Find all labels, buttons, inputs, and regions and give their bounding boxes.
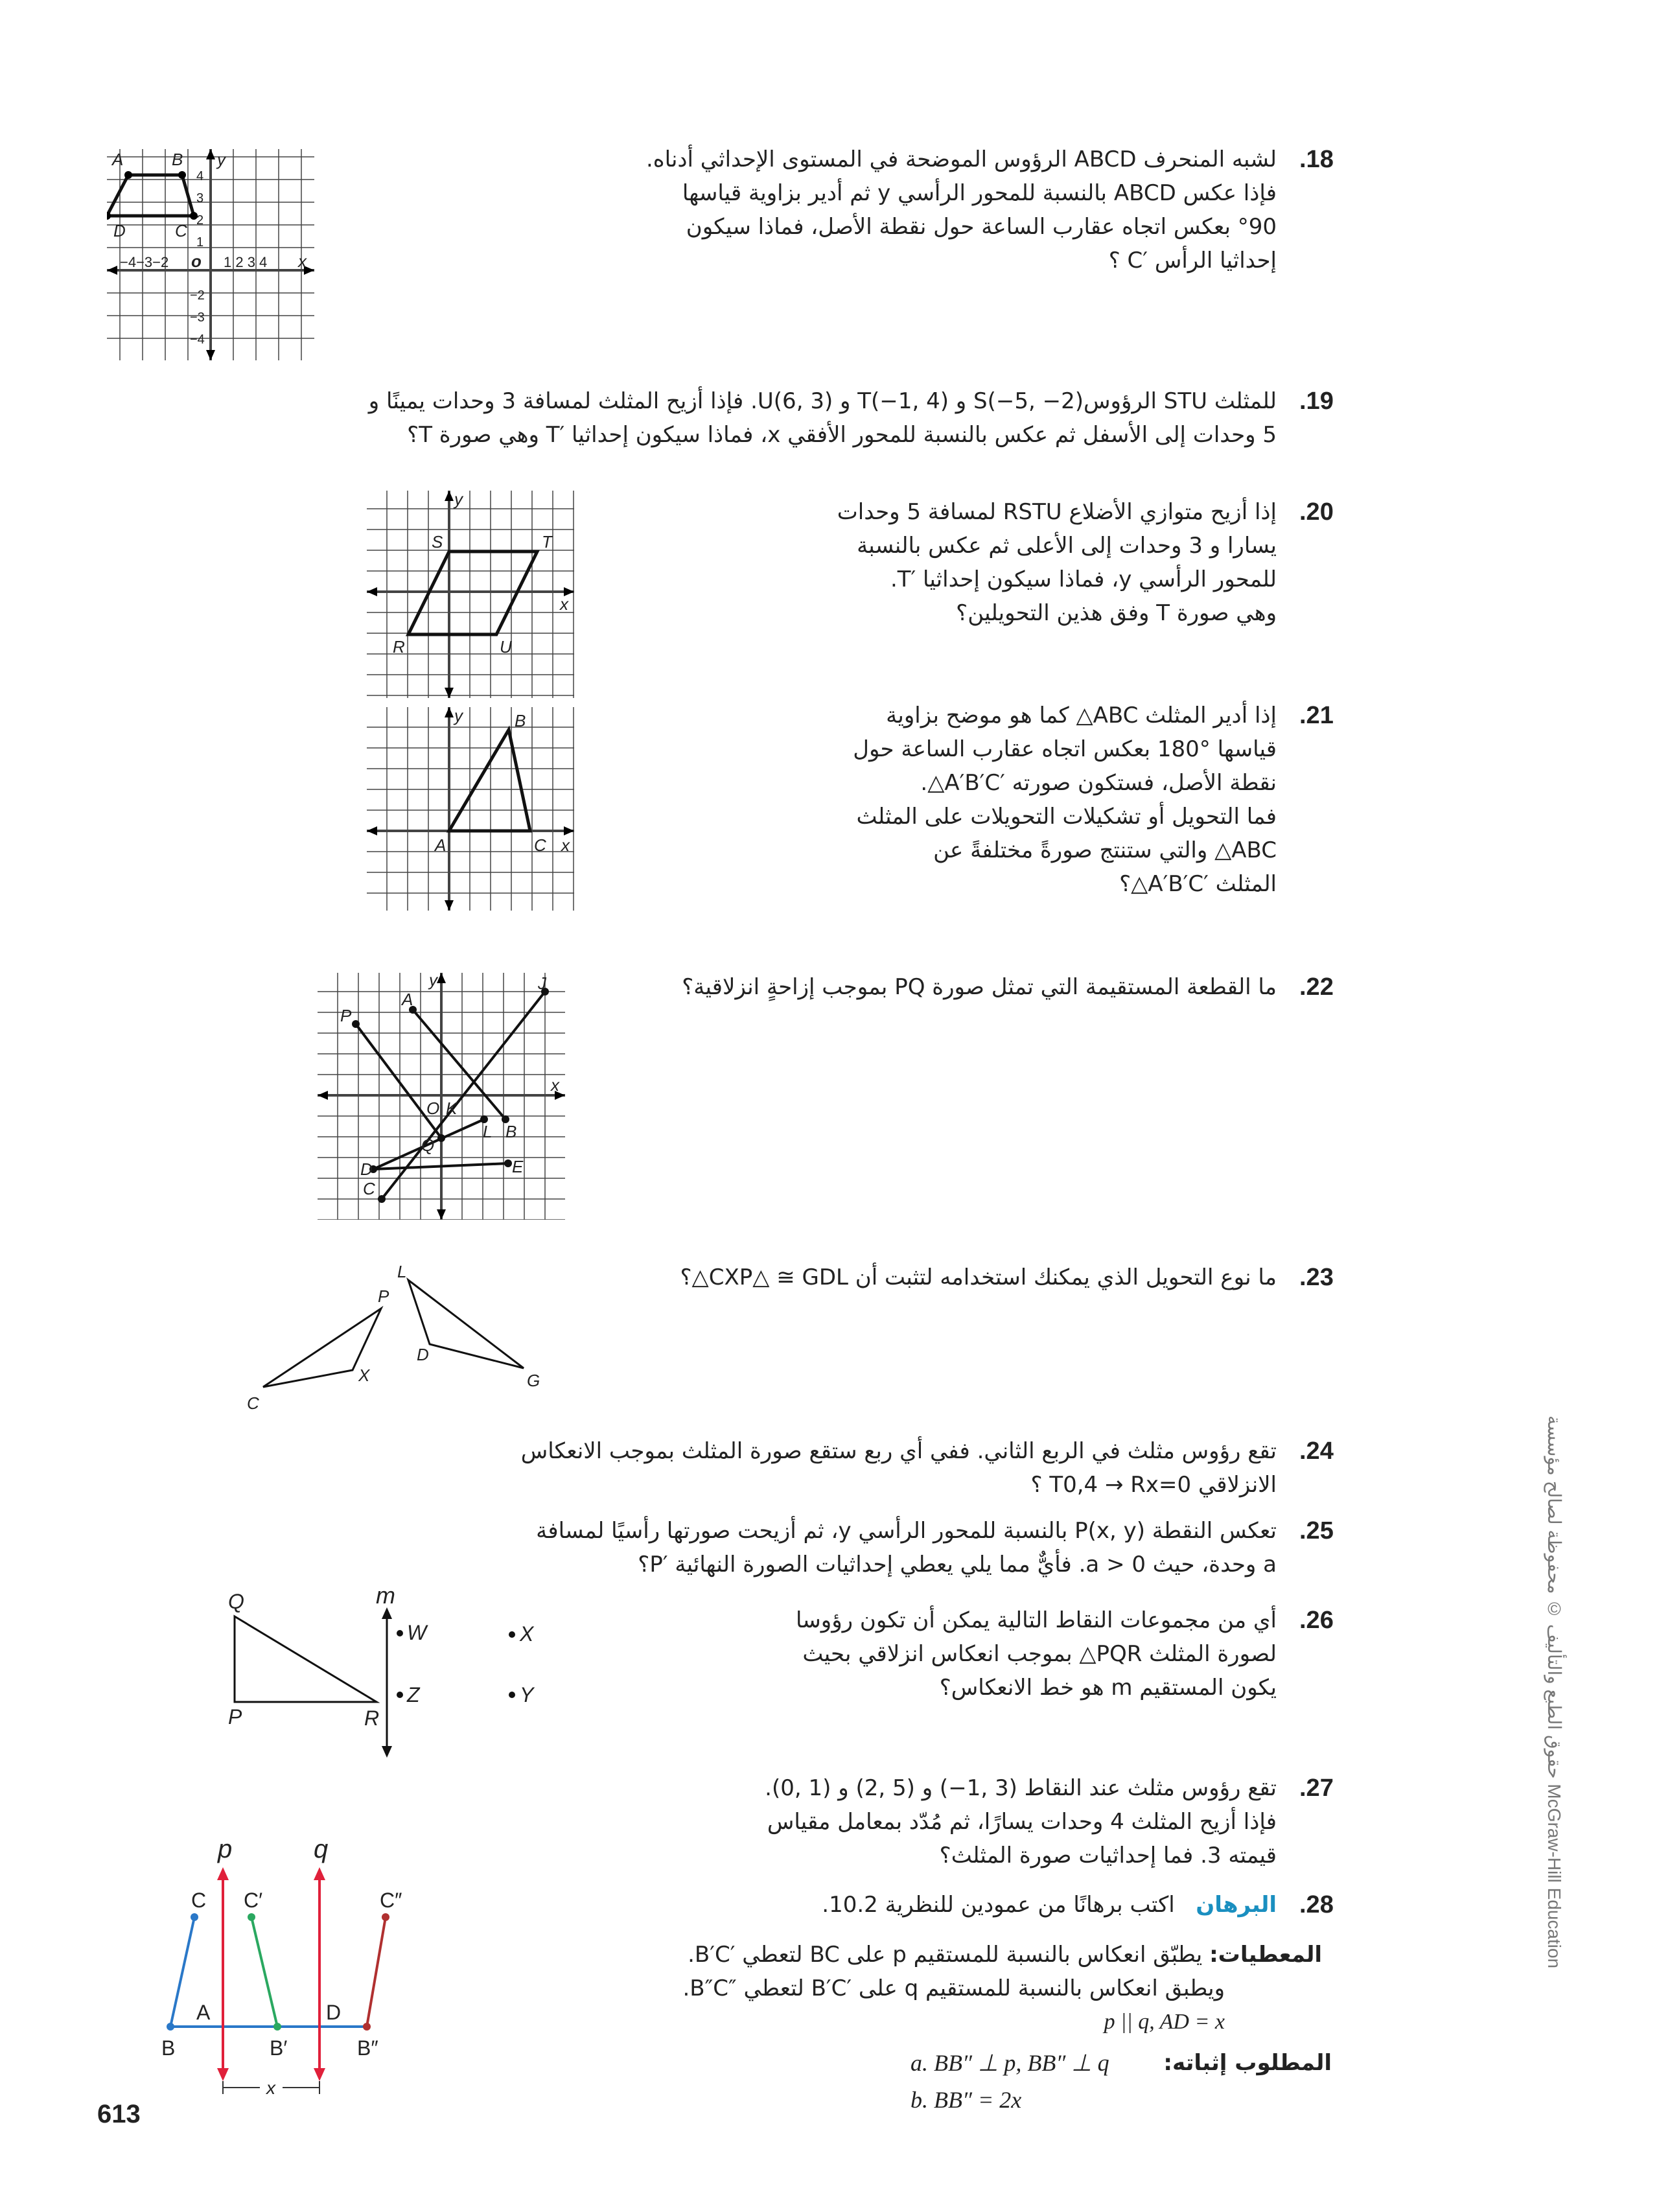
label-C-double-prime: C″	[380, 1889, 402, 1912]
axis-y-label: y	[454, 491, 463, 509]
axis-arrow	[367, 826, 377, 835]
label-x: x	[266, 2078, 275, 2098]
axis-x-label: x	[561, 835, 570, 855]
question-20	[719, 495, 1277, 630]
axis-arrow	[445, 900, 454, 911]
label-L: L	[483, 1122, 493, 1141]
q27-line: قيمته 3. فما إحداثيات صورة المثلث؟	[939, 1843, 1277, 1869]
axis-x-label: x	[560, 594, 568, 614]
q27-line: تقع رؤوس مثلث عند النقاط (3 ,1−) و (5 ,2) و (1 ,0).	[765, 1775, 1277, 1801]
label-P: P	[378, 1286, 389, 1306]
label-X: X	[358, 1366, 370, 1385]
q19-line: للمثلث STU الرؤوس(2− ,5−)S و (4 ,1−)T و (3 ,6)U. فإذا أزيح المثلث لمسافة 3 وحدات يمينًا و	[368, 388, 1277, 414]
axis-arrow	[206, 350, 215, 360]
question-21	[719, 699, 1277, 901]
q26-line: يكون المستقيم m هو خط الانعكاس؟	[939, 1675, 1277, 1701]
q26-line: أي من مجموعات النقاط التالية يمكن أن تكون رؤوسا	[795, 1607, 1277, 1633]
label-T: T	[542, 532, 552, 552]
figure-28-reflections	[156, 1835, 415, 2101]
q21-line: فما التحويل أو تشكيلات التحويلات على المثلث	[856, 804, 1277, 830]
label-A: A	[402, 990, 413, 1009]
q19-line: 5 وحدات إلى الأسفل ثم عكس بالنسبة للمحور الأفقي x، فماذا سيكون إحداثيا ′T وهي صورة T؟	[407, 422, 1277, 448]
label-D: D	[326, 2001, 342, 2024]
q24-line: تقع رؤوس مثلث في الربع الثاني. ففي أي ربع ستقع صورة المثلث بموجب الانعكاس	[520, 1438, 1277, 1464]
question-22-number: .22	[1299, 973, 1334, 1001]
q18-line: إحداثيا الرأس ′C ؟	[1108, 248, 1277, 274]
q20-line: وهي صورة T وفق هذين التحويلين؟	[956, 600, 1277, 626]
label-D: D	[417, 1345, 429, 1364]
label-A: A	[435, 835, 447, 855]
question-26	[693, 1603, 1277, 1705]
question-22	[564, 970, 1277, 1004]
figure-20-parallelogram-grid	[367, 491, 574, 698]
y-tick: −4	[190, 332, 205, 347]
question-28-number: .28	[1299, 1891, 1334, 1918]
label-U: U	[500, 637, 512, 657]
q21-line: المثلث ′A′B′C△؟	[1119, 871, 1277, 897]
question-25-number: .25	[1299, 1517, 1334, 1544]
given-math: p || q, AD = x	[1104, 2010, 1225, 2034]
q22-line: ما القطعة المستقيمة التي تمثل صورة PQ بموجب إزاحةٍ انزلاقية؟	[682, 974, 1277, 1000]
label-Y: Y	[520, 1683, 534, 1706]
proof-prompt: اكتب برهانًا من عمودين للنظرية 10.2.	[822, 1892, 1175, 1918]
label-Q: Q	[421, 1135, 435, 1155]
question-27-number: .27	[1299, 1775, 1334, 1802]
proof-tag: البرهان	[1196, 1892, 1277, 1918]
label-D: D	[113, 221, 126, 240]
question-28	[693, 1888, 1277, 1922]
proof-given	[544, 1938, 1322, 2039]
question-26-number: .26	[1299, 1607, 1334, 1634]
question-21-number: .21	[1299, 702, 1334, 729]
label-A: A	[196, 2001, 211, 2024]
page-number: 613	[97, 2100, 141, 2128]
axis-arrow	[206, 149, 215, 159]
q27-line: فإذا أزيح المثلث 4 وحدات يسارًا، ثم مُدّد بمعامل مقياس	[767, 1809, 1277, 1835]
label-Z: Z	[407, 1683, 420, 1706]
given-label: المعطيات:	[1209, 1942, 1322, 1968]
q25-line: a وحدة، حيث a > 0. فأيٌّ مما يلي يعطي إحداثيات الصورة النهائية ′P؟	[638, 1552, 1277, 1578]
question-23-number: .23	[1299, 1264, 1334, 1291]
label-B: B	[172, 150, 183, 169]
label-B: B	[515, 711, 526, 730]
label-Q: Q	[228, 1590, 244, 1613]
axis-y-label: y	[454, 707, 463, 725]
y-tick: −3	[190, 310, 205, 325]
q21-line: نقطة الأصل، فستكون صورته ′A′B′C△.	[920, 770, 1277, 796]
figure-26-triangle-line	[220, 1588, 544, 1760]
label-S: S	[432, 532, 443, 552]
label-E: E	[512, 1157, 524, 1176]
label-B-double-prime: B″	[357, 2036, 378, 2060]
label-C-prime: C′	[244, 1889, 263, 1912]
figure-18-trapezoid-grid	[107, 149, 314, 360]
label-L: L	[397, 1263, 407, 1281]
q21-line: ABC△ والتي ستنتج صورةً مختلفةً عن	[933, 837, 1277, 863]
question-24-number: .24	[1299, 1438, 1334, 1465]
q18-line: فإذا عكس ABCD بالنسبة للمحور الرأسي y ثم أدير بزاوية قياسها	[682, 180, 1277, 206]
label-C: C	[534, 835, 546, 855]
label-O: O	[426, 1099, 440, 1118]
y-tick: 2	[196, 213, 204, 227]
label-X: X	[520, 1622, 534, 1646]
label-D: D	[360, 1159, 373, 1179]
label-B: B	[505, 1122, 517, 1141]
label-A: A	[112, 150, 124, 169]
axis-x-label: x	[298, 251, 307, 271]
q25-line: تعكس النقطة P(x, y) بالنسبة للمحور الرأسي y، ثم أزيحت صورتها رأسيًا لمسافة	[536, 1518, 1277, 1544]
q20-line: يسارا و 3 وحدات إلى الأعلى ثم عكس بالنسبة	[857, 533, 1277, 559]
origin-label: o	[191, 251, 202, 271]
question-18	[564, 143, 1277, 277]
label-C: C	[191, 1889, 207, 1912]
q23-line: ما نوع التحويل الذي يمكنك استخدامه لتثبت أن CXP△ ≅ GDL△؟	[680, 1264, 1277, 1290]
y-tick: 3	[196, 191, 204, 205]
question-25	[434, 1514, 1277, 1581]
given-line: يطبّق انعكاس بالنسبة للمستقيم p على BC لتعطي ′B′C.	[688, 1942, 1203, 1968]
figure-23-triangles	[242, 1263, 553, 1412]
axis-x-label: x	[551, 1075, 559, 1095]
label-m: m	[376, 1588, 395, 1609]
q24-line: الانزلاقي T0,4 → Rx=0 ؟	[1030, 1472, 1277, 1498]
axis-arrow	[437, 1209, 446, 1220]
axis-arrow	[445, 688, 454, 698]
prove-b: b. BB″ = 2x	[911, 2087, 1022, 2113]
q26-line: لصورة المثلث PQR△ بموجب انعكاس انزلاقي بحيث	[802, 1641, 1277, 1667]
axis-arrow	[437, 973, 446, 983]
q21-line: قياسها °180 بعكس اتجاه عقارب الساعة حول	[853, 736, 1277, 762]
y-tick: 4	[196, 169, 204, 183]
label-C: C	[247, 1393, 259, 1412]
label-C: C	[363, 1179, 375, 1198]
figure-22-segments-grid	[318, 973, 565, 1220]
label-R: R	[364, 1706, 380, 1730]
axis-arrow	[367, 587, 377, 596]
question-23	[564, 1261, 1277, 1294]
axis-arrow	[564, 826, 574, 835]
axis-arrow	[445, 491, 454, 501]
label-J: J	[538, 973, 546, 993]
question-19	[266, 384, 1277, 452]
axis-arrow	[107, 266, 117, 275]
label-q: q	[314, 1835, 329, 1863]
axis-arrow	[318, 1091, 328, 1100]
y-tick: −2	[190, 288, 205, 303]
label-B: B	[161, 2036, 176, 2060]
label-R: R	[393, 637, 405, 657]
question-27	[693, 1771, 1277, 1872]
label-W: W	[407, 1621, 427, 1644]
label-K: K	[446, 1099, 458, 1118]
label-P: P	[228, 1705, 242, 1729]
q18-line: لشبه المنحرف ABCD الرؤوس الموضحة في المستوى الإحداثي أدناه.	[645, 146, 1277, 172]
label-P: P	[340, 1006, 352, 1025]
copyright-side-note: حقوق الطبع والتأليف © محفوظة لصالح مؤسسة McGraw-Hill Education	[1544, 1415, 1564, 1969]
axis-arrow	[445, 707, 454, 717]
label-p: p	[218, 1835, 233, 1863]
question-20-number: .20	[1299, 498, 1334, 526]
given-line: ويطبق انعكاس بالنسبة للمستقيم q على ′B′C لتعطي ″B″C.	[682, 1975, 1225, 2001]
question-19-number: .19	[1299, 388, 1334, 415]
label-G: G	[527, 1371, 540, 1390]
question-24	[434, 1434, 1277, 1502]
prove-a: a. BB″ ⊥ p, BB″ ⊥ q	[911, 2050, 1109, 2076]
q18-line: °90 بعكس اتجاه عقارب الساعة حول نقطة الأصل، فماذا سيكون	[686, 214, 1277, 240]
q20-line: للمحور الرأسي y، فماذا سيكون إحداثيا ′T.	[890, 566, 1277, 592]
axis-y-label: y	[217, 150, 226, 169]
figure-21-triangle-grid	[367, 707, 574, 911]
q20-line: إذا أزيح متوازي الأضلاع RSTU لمسافة 5 وحدات	[837, 499, 1277, 525]
y-tick: 1	[196, 235, 204, 250]
q21-line: إذا أدير المثلث ABC△ كما هو موضح بزاوية	[886, 703, 1277, 728]
x-ticks-positive: 1 2 3 4	[224, 254, 268, 270]
label-B-prime: B′	[270, 2036, 288, 2060]
label-C: C	[175, 221, 187, 240]
x-ticks-negative: −4−3−2	[120, 254, 169, 270]
question-18-number: .18	[1299, 146, 1334, 173]
axis-y-label: y	[429, 973, 437, 990]
prove-label: المطلوب إثباته:	[1163, 2050, 1332, 2076]
